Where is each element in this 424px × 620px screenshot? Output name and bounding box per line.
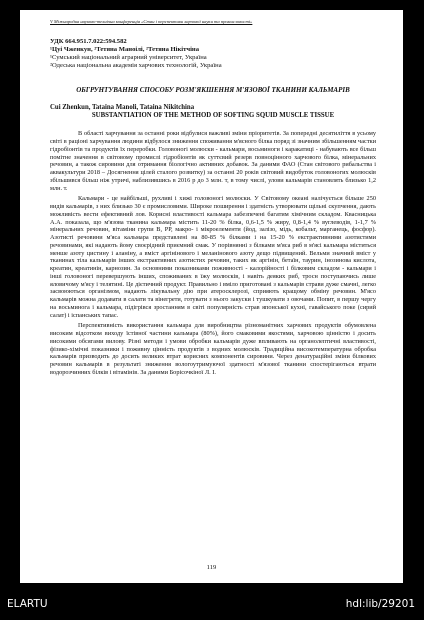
repository-label: ELARTU <box>7 598 48 610</box>
body-paragraph-1: В області харчування за останні роки відбулися важливі зміни пріоритетів. За попередні десятиліття в усьому світі в раціоні харчування людини відбулося зниження споживання м'ясного білка поряд зі значним збільшенням частки гідробіонтів та продуктів їх переробки. Головоногі молюски - кальмари, восьминоги і каракатиці - набувають все більш помітне значення в світовому промислі гідробіонтів як суттєвий резерв повноцінного харчового білка, мінеральних речовин, а також сировини для отримання біологічно активних добавок. За даними ФАО (Стан світового рибальства і аквакультури 2018 – Досягнення цілей сталого розвитку) за останні 20 років світовий видобуток головоногих молюсків збільшився більш ніж утричі, наблизившись в 2016 р до 3 млн. т, в тому числі, улови кальмарів становлять близько 1,2 млн. т. <box>50 130 376 192</box>
title-ua: ОБГРУНТУВАННЯ СПОСОБУ РОЗМ'ЯКШЕННЯ М'ЯЗОВОЇ ТКАНИНИ КАЛЬМАРІВ <box>76 85 350 94</box>
affiliation-2: ²Одеська національна академія харчових технологій, Україна <box>50 61 222 69</box>
authors-ua: ¹Цуі Чженкун, ²Тетяна Маноілі, ²Тетяна Нікітчіна <box>50 45 200 53</box>
body-paragraph-3: Перспективність використання кальмара для виробництва різноманітних харчових продуктів обумовлена високим відсотком виходу їстівної частини кальмара (80%), його смаковими якостями, харчовою цінністю і досить високими обсягами вилову. Різні методи і умови обробки кальмарів дуже впливають на органолептичні властивості, фізико-хімічні показники і поживну цінність продуктів з водних молюсків. Традиційна високотемпературна обробка кальмарів призводить до досить великих втрат корисних компонентів сировини. Через денатураційні зміни білкових речовин кальмарів в результаті зниження вологоутримуючої здатності м'язової тканини спостерігаються втрати водорозчинних білків і вітамінів. За даними Борісочкіної Л. І. <box>50 322 376 376</box>
body-paragraph-2: Кальмари - це найбільші, рухливі і хижі головоногі молюски. У Світовому океані налічується більше 250 видів кальмарів, з них близько 30 є промисловими. Широке поширення і здатність утворювати щільні скупчення, дають можливість вести ефективний лов. Корисні властивості кальмара забезпечені багатим хімічним складом. Квасницька А.А. показала, що м'язова тканина кальмара містить 11-20 % білка, 0,6-1,5 % жиру, 0,8-1,4 % вуглеводів, 1-1,7 % мінеральних речовин, вітаміни групи В, PP, макро- і мікроелементи (йод, залізо, мідь, кобальт, марганець, фосфор). Азотисті речовини м'яса кальмара представлені на 80-85 % білками і на 15-20 % екстрактивними азотистими речовинами, які надають йому своєрідний приємний смак. У порівнянні з білками м'яса риб в м'ясі кальмара міститься менше азоту цистину і аланіну, а вміст аргінінового і меланінового азоту дещо підвищений. Вельми значний вміст у тканинах тіла кальмарів інших екстрактивних азотистих речовин, таких як аргінін, бетаїн, таурин, інозинова кислота, креатин, креатинін, карнозин. За основними показниками поживності - калорійності і білковим складом - кальмари і інші головоногі перевершують інших, споживаних в їжу молюсків, і навіть деяких риб, тросн поступаючись лише яловичому м'ясу і телятині. Це дієтичний продукт. Правильно і вміло приготовані з кальмарів страви дуже смачні, легко засвоюються організмом, надають лікувальну дію при атеросклерозі, сприяють кращому обміну речовин. М'ясо кальмарів можна додавати в салати та вінегрети, готувати з нього закуски і тушкувати з овочами. Попит, в першу чергу на восьминога і кальмара, підігрівся зростанням в світі популярність страв японської кухні, гавайського поке (сирий салат) і іспанських тапас. <box>50 195 376 319</box>
conference-header: V Міжнародна науково-технічна конференція «Стан і перспективи харчової науки та промисловості» <box>50 19 253 24</box>
page-number: 119 <box>206 564 217 571</box>
document-page <box>20 10 403 583</box>
affiliation-1: ¹Сумський національний аграрний університет, Україна <box>50 53 207 61</box>
viewer-footer <box>0 598 424 620</box>
handle-link[interactable]: hdl:lib/29201 <box>345 598 415 610</box>
title-en: SUBSTANTIATION OF THE METHOD OF SOFTING SQUID MUSCLE TISSUE <box>91 112 335 120</box>
udk-code: УДК 664.951.7.022:594.582 <box>50 37 127 45</box>
authors-en: Cui Zhenkun, Tataina Manoli, Tataina Nikitchina <box>50 104 195 111</box>
